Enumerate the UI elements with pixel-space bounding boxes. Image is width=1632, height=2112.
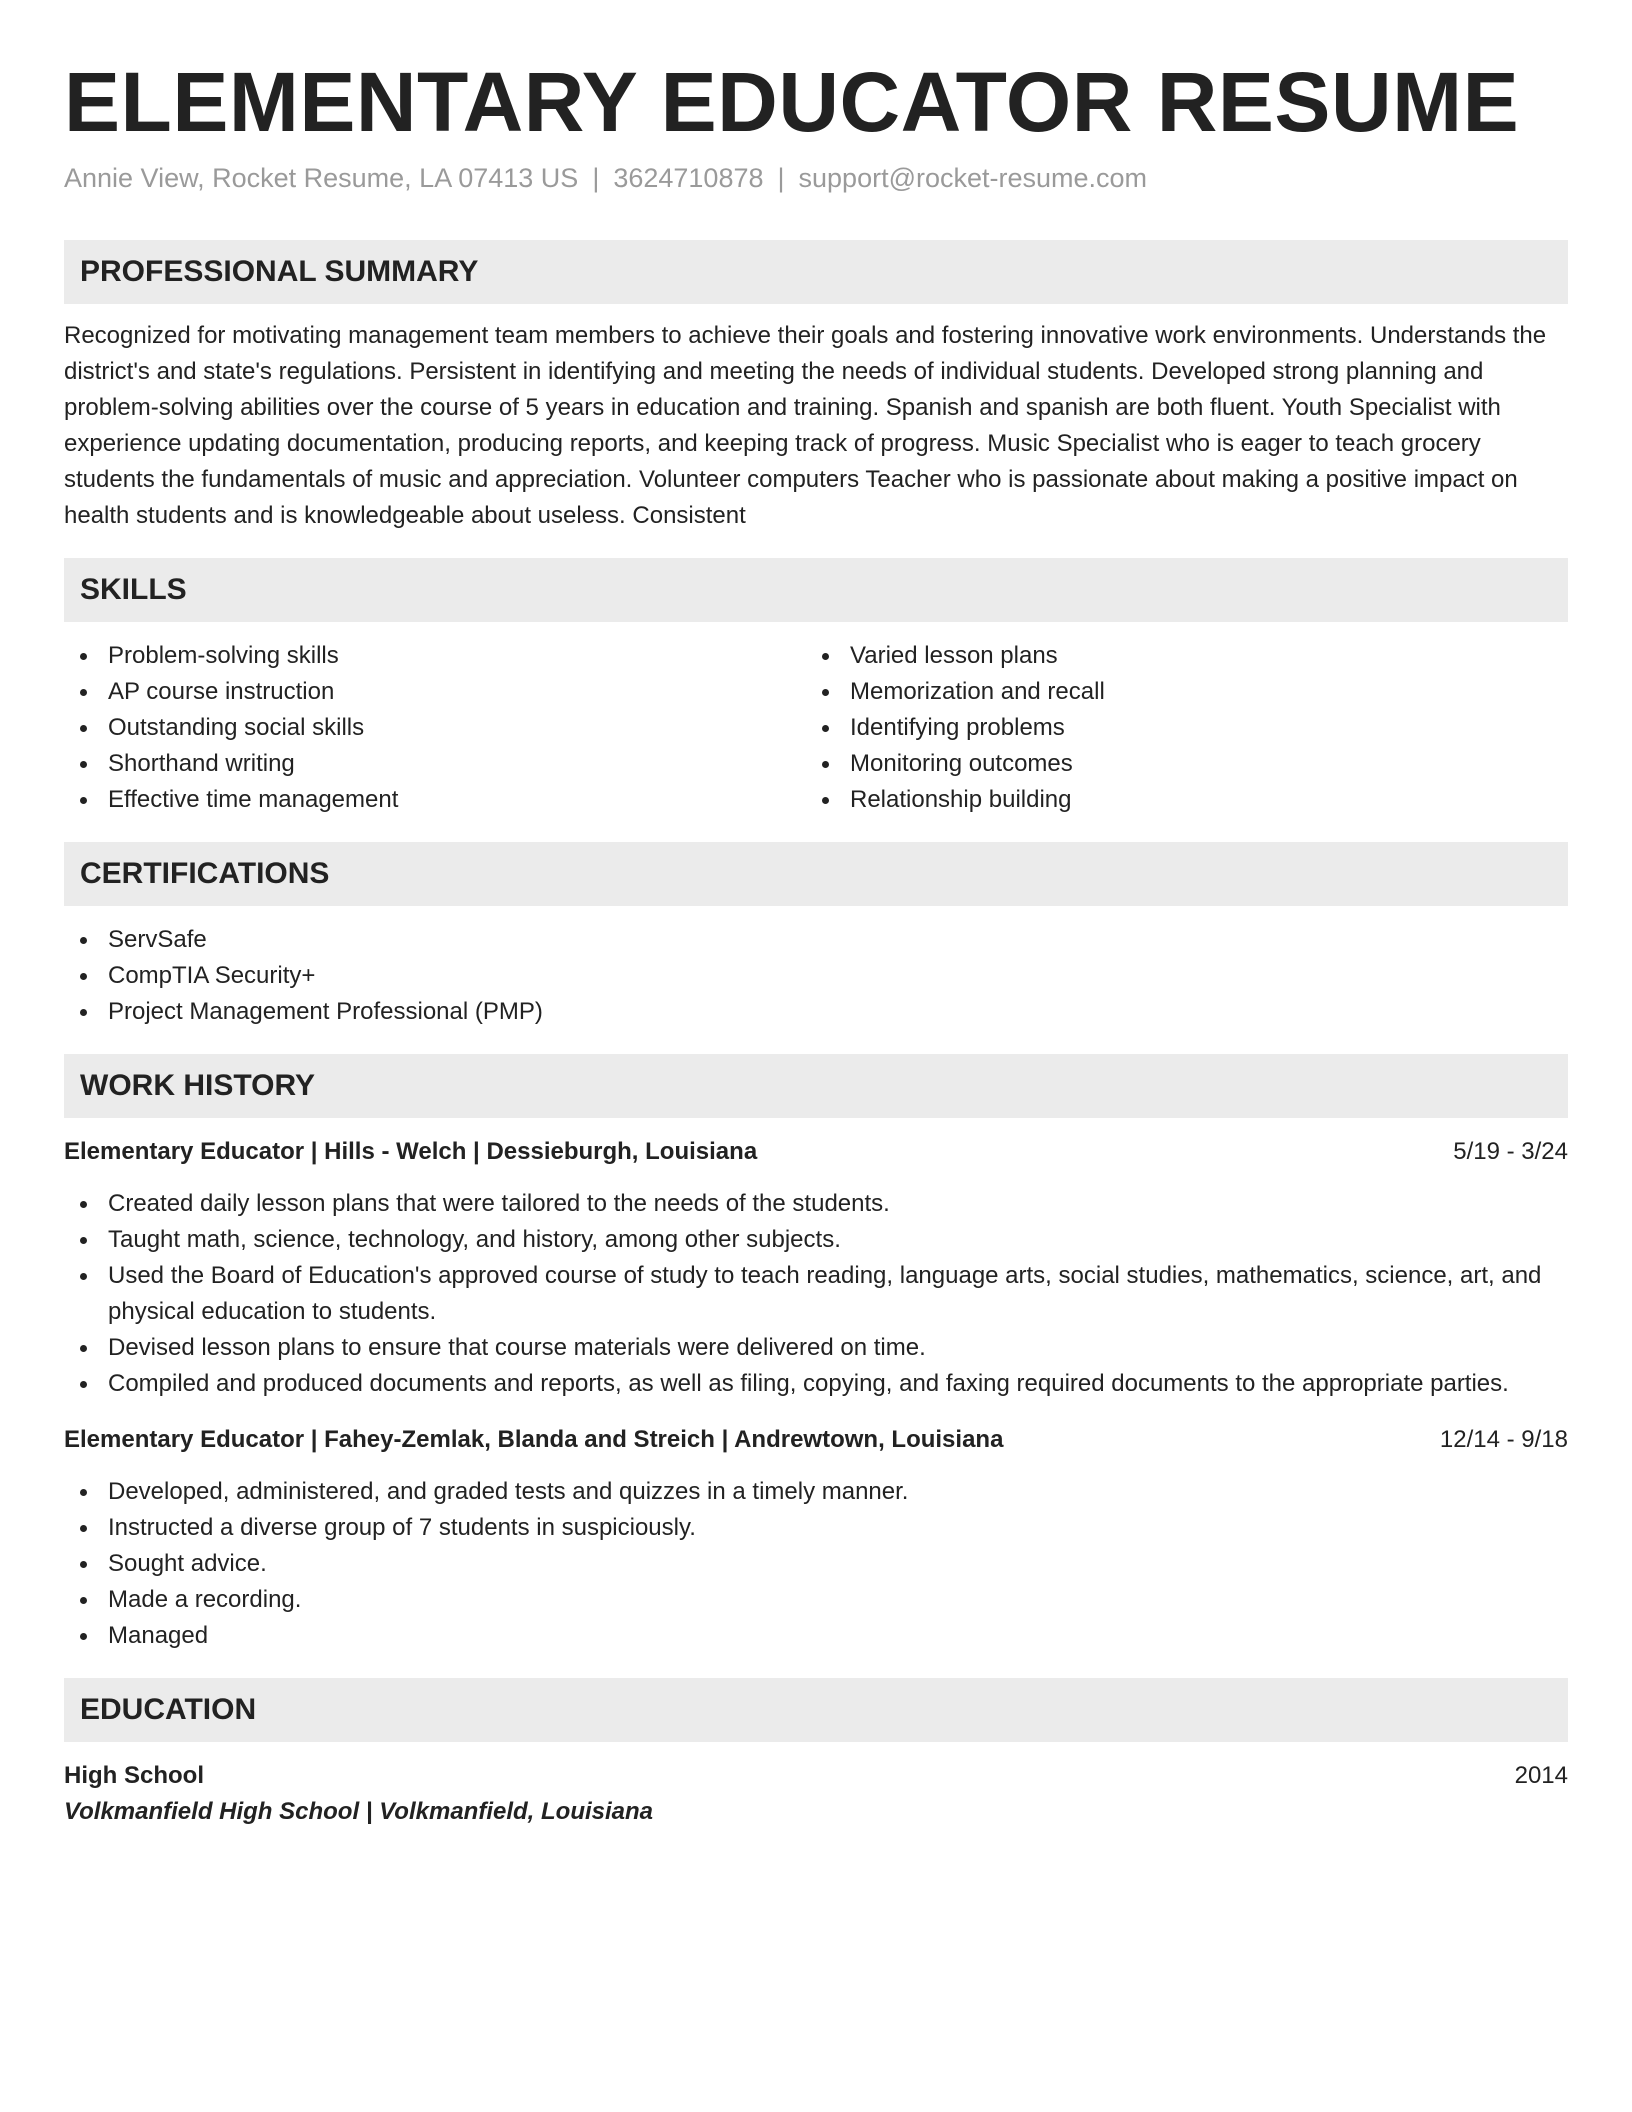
- job-bullet: Instructed a diverse group of 7 students in suspiciously.: [64, 1510, 1568, 1546]
- resume-page: [64, 52, 1568, 1830]
- job-header: [64, 1134, 1568, 1170]
- section-header-summary: PROFESSIONAL SUMMARY: [64, 240, 1568, 304]
- summary-text: Recognized for motivating management team members to achieve their goals and fostering innovative work environments. Understands the district's and state's regulations. Persistent in identifying and meeting the needs of individual students. Developed strong planning and problem-solving abilities over the course of 5 years in education and training. Spanish and spanish are both fluent. Youth Specialist with experience updating documentation, producing reports, and keeping track of progress. Music Specialist who is eager to teach grocery students the fundamentals of music and appreciation. Volunteer computers Teacher who is passionate about making a positive impact on health students and is knowledgeable about useless. Consistent: [64, 322, 1547, 529]
- skill-item: Varied lesson plans: [806, 638, 1548, 674]
- job-bullet: Sought advice.: [64, 1546, 1568, 1582]
- skill-item: Identifying problems: [806, 710, 1548, 746]
- job-bullets: [64, 1186, 1568, 1402]
- contact-separator: |: [777, 163, 785, 193]
- job-entry: [64, 1422, 1568, 1654]
- job-title: Elementary Educator | Fahey-Zemlak, Blanda and Streich | Andrewtown, Louisiana: [64, 1426, 1004, 1453]
- education-header: [64, 1758, 1568, 1794]
- job-bullet: Used the Board of Education's approved course of study to teach reading, language arts, social studies, mathematics, science, art, and physical education to students.: [64, 1258, 1568, 1330]
- skill-item: Monitoring outcomes: [806, 746, 1548, 782]
- education-school: Volkmanfield High School | Volkmanfield, Louisiana: [64, 1798, 654, 1825]
- contact-phone: 3624710878: [613, 163, 764, 193]
- skill-item: Shorthand writing: [64, 746, 806, 782]
- skill-item: Relationship building: [806, 782, 1548, 818]
- certification-item: CompTIA Security+: [64, 958, 1568, 994]
- skills-list: [64, 638, 1568, 818]
- job-bullet: Compiled and produced documents and reports, as well as filing, copying, and faxing required documents to the appropriate parties.: [64, 1366, 1568, 1402]
- education-degree: High School: [64, 1762, 204, 1789]
- resume-title: ELEMENTARY EDUCATOR RESUME: [64, 55, 1520, 149]
- job-bullet: Devised lesson plans to ensure that course materials were delivered on time.: [64, 1330, 1568, 1366]
- section-header-skills: SKILLS: [64, 558, 1568, 622]
- contact-separator: |: [592, 163, 600, 193]
- certification-item: Project Management Professional (PMP): [64, 994, 1568, 1030]
- section-header-education: EDUCATION: [64, 1678, 1568, 1742]
- skill-item: Problem-solving skills: [64, 638, 806, 674]
- job-bullet: Managed: [64, 1618, 1568, 1654]
- skill-item: Effective time management: [64, 782, 806, 818]
- skill-item: AP course instruction: [64, 674, 806, 710]
- job-header: [64, 1422, 1568, 1458]
- job-title: Elementary Educator | Hills - Welch | Dessieburgh, Louisiana: [64, 1138, 758, 1165]
- education-year: 2014: [1514, 1762, 1568, 1789]
- skill-item: Outstanding social skills: [64, 710, 806, 746]
- skills-column-left: [64, 638, 806, 818]
- contact-email: support@rocket-resume.com: [798, 163, 1148, 193]
- certification-item: ServSafe: [64, 922, 1568, 958]
- job-bullet: Made a recording.: [64, 1582, 1568, 1618]
- contact-address: Annie View, Rocket Resume, LA 07413 US: [64, 163, 579, 193]
- job-bullet: Developed, administered, and graded tests and quizzes in a timely manner.: [64, 1474, 1568, 1510]
- contact-line: [64, 158, 1568, 198]
- job-dates: 12/14 - 9/18: [1439, 1426, 1568, 1453]
- job-entry: [64, 1134, 1568, 1402]
- job-bullet: Taught math, science, technology, and history, among other subjects.: [64, 1222, 1568, 1258]
- skill-item: Memorization and recall: [806, 674, 1548, 710]
- job-dates: 5/19 - 3/24: [1453, 1138, 1568, 1165]
- section-header-work-history: WORK HISTORY: [64, 1054, 1568, 1118]
- job-bullet: Created daily lesson plans that were tailored to the needs of the students.: [64, 1186, 1568, 1222]
- skills-column-right: [806, 638, 1548, 818]
- section-header-certifications: CERTIFICATIONS: [64, 842, 1568, 906]
- job-bullets: [64, 1474, 1568, 1654]
- certifications-list: [64, 922, 1568, 1030]
